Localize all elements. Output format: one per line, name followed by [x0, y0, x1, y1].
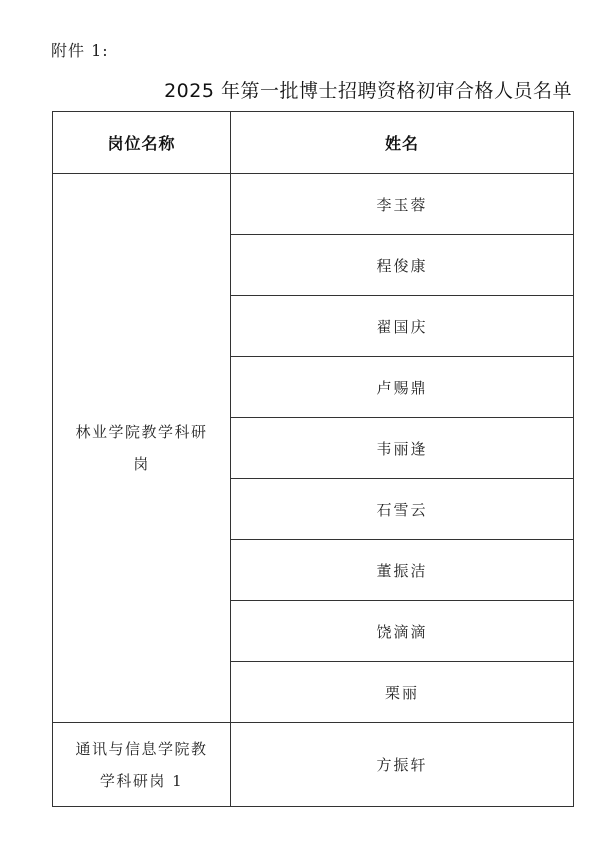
candidate-name: 方振轩	[231, 723, 574, 807]
header-position: 岗位名称	[53, 112, 231, 174]
candidate-name: 栗丽	[231, 662, 574, 723]
position-text: 通讯与信息学院教	[75, 739, 208, 758]
document-title: 2025 年第一批博士招聘资格初审合格人员名单	[164, 80, 572, 102]
position-text: 岗	[133, 455, 150, 473]
table-row	[53, 174, 574, 235]
candidate-name: 李玉蓉	[231, 174, 574, 235]
table-header-row	[53, 112, 574, 174]
candidate-name: 翟国庆	[231, 296, 574, 357]
table-row	[53, 723, 574, 807]
position-cell-communication	[53, 723, 231, 807]
qualified-candidates-table	[52, 111, 574, 807]
position-cell-forestry	[53, 174, 231, 723]
candidate-name: 饶滴滴	[231, 601, 574, 662]
candidate-name: 卢赐鼎	[231, 357, 574, 418]
candidate-name: 石雪云	[231, 479, 574, 540]
attachment-label: 附件 1:	[51, 41, 109, 60]
candidate-name: 董振洁	[231, 540, 574, 601]
position-text: 林业学院教学科研	[75, 423, 208, 441]
candidate-name: 韦丽逢	[231, 418, 574, 479]
position-text: 学科研岗 1	[99, 771, 184, 790]
header-name: 姓名	[231, 112, 574, 174]
candidate-name: 程俊康	[231, 235, 574, 296]
